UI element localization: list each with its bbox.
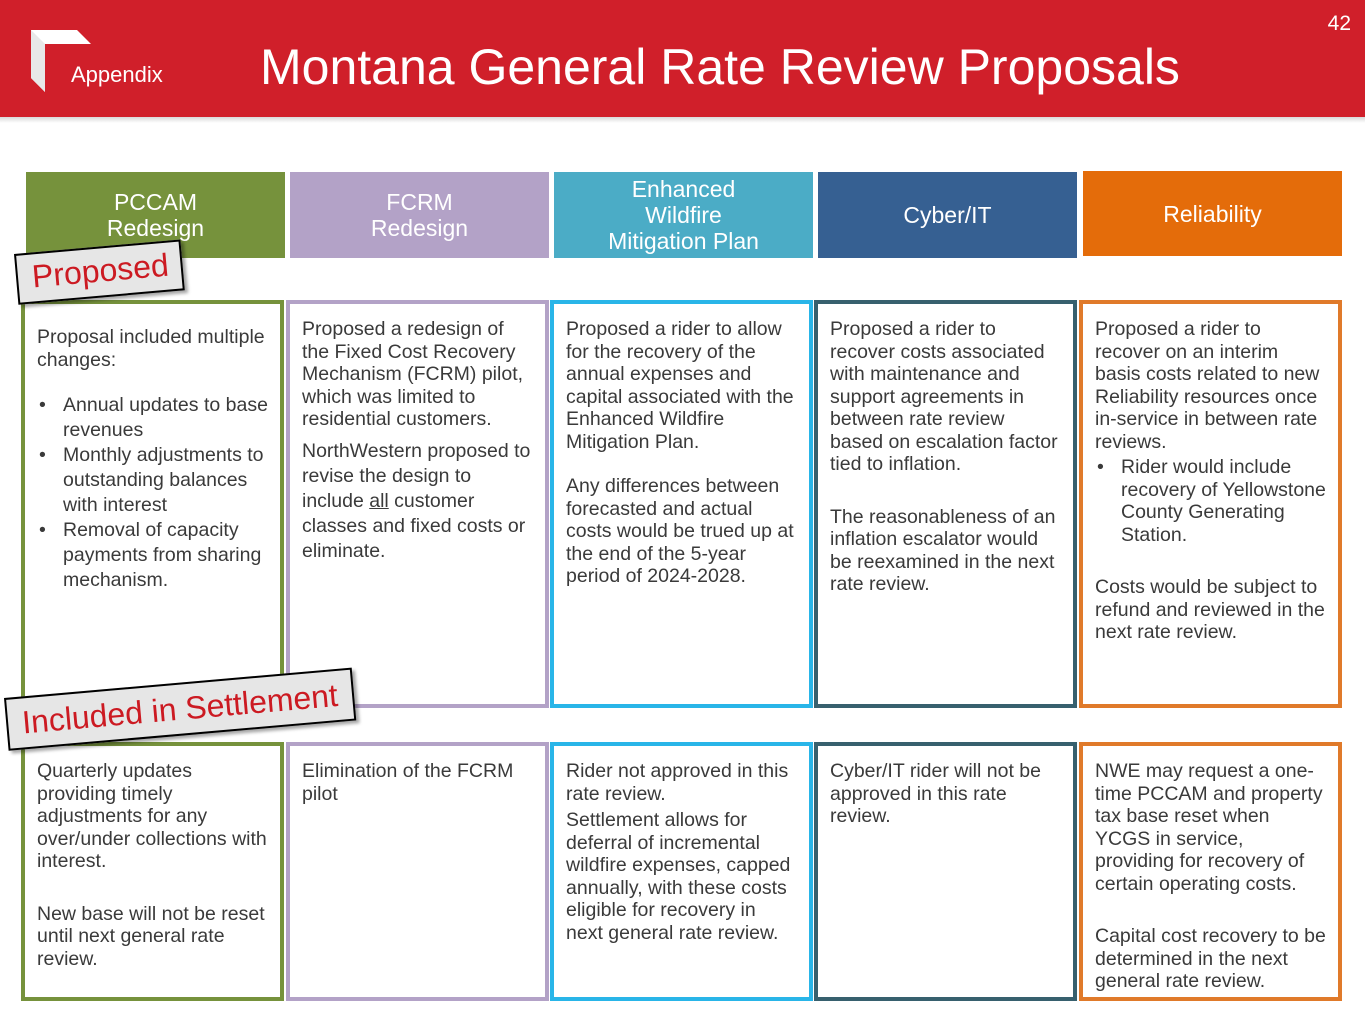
settlement-text: Capital cost recovery to be determined in the next general rate review. — [1095, 925, 1326, 992]
list-item: • Rider would include recovery of Yellowstone County Generating Station. — [1095, 456, 1326, 546]
proposed-box-cyber-it — [814, 300, 1077, 708]
proposed-text: Proposed a rider to recover costs associated with maintenance and support agreements in between rate review based on escalation factor tied to inflation. — [830, 318, 1058, 475]
proposed-text: NorthWestern proposed to revise the design to include all customer classes and fixed costs or eliminate. — [302, 439, 531, 562]
page-number: 42 — [1327, 12, 1351, 35]
list-item: • Removal of capacity payments from sharing mechanism. — [37, 518, 268, 593]
settlement-box-wildfire — [550, 742, 813, 1001]
settlement-text: Rider not approved in this rate review. — [566, 760, 789, 805]
proposed-box-wildfire — [550, 300, 813, 708]
column-header-pccam: PCCAM Redesign — [26, 172, 285, 258]
settlement-tag: Included in Settlement — [4, 668, 356, 751]
proposed-tag: Proposed — [14, 239, 185, 304]
proposed-intro: Proposal included multiple changes: — [37, 326, 265, 371]
settlement-box-reliability — [1079, 742, 1342, 1001]
banner-shadow — [0, 117, 1365, 123]
settlement-text: New base will not be reset until next general rate review. — [37, 902, 265, 970]
proposed-text: The reasonableness of an inflation escalator would be reexamined in the next rate review. — [830, 505, 1056, 595]
column-header-wildfire: Enhanced Wildfire Mitigation Plan — [554, 172, 813, 258]
proposed-text: Proposed a rider to allow for the recovery of the annual expenses and capital associated with the Enhanced Wildfire Mitigation Plan. — [566, 318, 794, 453]
column-header-reliability: Reliability — [1083, 171, 1342, 256]
proposed-text: Costs would be subject to refund and reviewed in the next rate review. — [1095, 576, 1325, 643]
settlement-box-fcrm — [286, 742, 549, 1001]
proposed-text: Proposed a redesign of the Fixed Cost Recovery Mechanism (FCRM) pilot, which was limited to residential customers. — [302, 318, 524, 430]
proposed-box-pccam — [21, 300, 284, 708]
list-item: • Monthly adjustments to outstanding balances with interest — [37, 443, 268, 518]
column-header-fcrm: FCRM Redesign — [290, 172, 549, 258]
page-title: Montana General Rate Review Proposals — [260, 39, 1180, 95]
settlement-text: Elimination of the FCRM pilot — [302, 760, 514, 805]
list-item: • Annual updates to base revenues — [37, 393, 268, 443]
section-label: Appendix — [71, 62, 163, 87]
proposed-text: Proposed a rider to recover on an interim basis costs related to new Reliability resources once in-service in between rate reviews. — [1095, 318, 1320, 453]
settlement-text: Quarterly updates providing timely adjustments for any over/under collections with interest. — [37, 760, 267, 872]
proposed-text: Any differences between forecasted and actual costs would be trued up at the end of the 5-year period of 2024-2028. — [566, 475, 794, 587]
settlement-text: Settlement allows for deferral of incremental wildfire expenses, capped annually, with these costs eligible for recovery in next general rate review. — [566, 809, 791, 944]
settlement-box-pccam — [21, 742, 284, 1001]
column-header-cyber-it: Cyber/IT — [818, 172, 1077, 258]
proposed-bullet-list — [37, 393, 268, 593]
settlement-box-cyber-it — [814, 742, 1077, 1001]
proposed-box-fcrm — [286, 300, 549, 708]
settlement-text: Cyber/IT rider will not be approved in this rate review. — [830, 760, 1041, 827]
proposed-box-reliability — [1079, 300, 1342, 708]
proposed-bullet-list — [1095, 456, 1326, 546]
settlement-text: NWE may request a one-time PCCAM and property tax base reset when YCGS in service, providing for recovery of certain operating costs. — [1095, 760, 1323, 895]
